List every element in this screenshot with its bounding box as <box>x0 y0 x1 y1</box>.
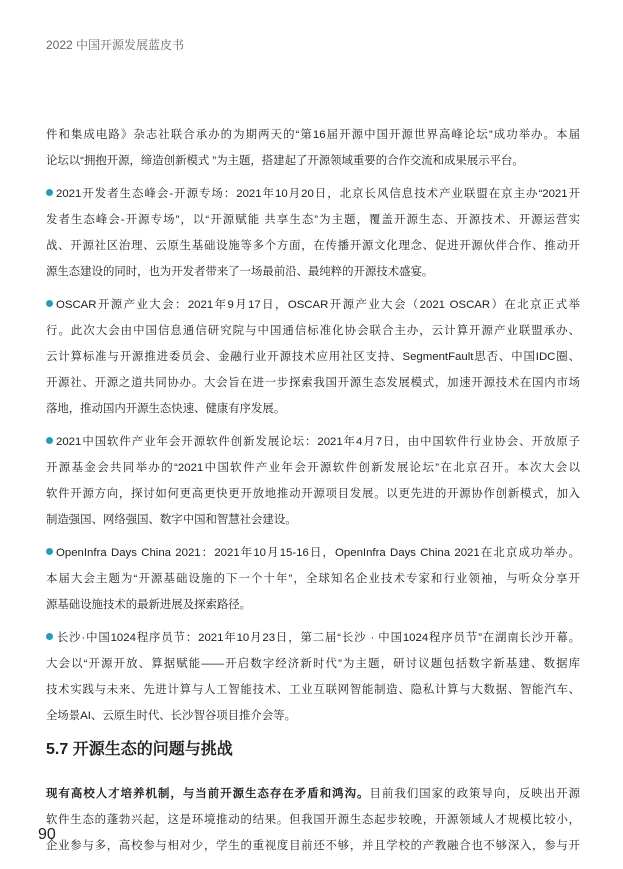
text-line <box>46 781 580 807</box>
line-text: 技术实践与未来、先进计算与人工智能技术、工业互联网智能制造、隐私计算与大数据、智能汽车、 <box>46 684 580 696</box>
text-line: 件和集成电路》杂志社联合承办的为期两天的“第16届开源中国开源世界高峰论坛”成功举办。本届 <box>46 129 580 141</box>
bullet-dot-icon <box>46 633 53 640</box>
event-bullet-item <box>46 429 580 533</box>
line-text: 战、开源社区治理、云原生基础设施等多个方面，在传播开源文化理念、促进开源伙伴合作、推动开 <box>46 240 580 252</box>
text-line <box>46 344 580 370</box>
page-body <box>46 122 580 866</box>
text-line <box>46 207 580 233</box>
text-line <box>46 181 580 207</box>
text-line <box>46 625 580 651</box>
line-text: 本届大会主题为“开源基础设施的下一个十年”，全球知名企业技术专家和行业领袖，与听众分享开 <box>46 573 580 585</box>
text-line: 软件生态的蓬勃兴起，这是环境推动的结果。但我国开源生态起步较晚，开源领域人才规模比较小， <box>46 814 580 826</box>
text-line <box>46 259 580 285</box>
intro-paragraph <box>46 122 580 174</box>
line-text: 行。此次大会由中国信息通信研究院与中国通信标准化协会联合主办，云计算开源产业联盟承办、 <box>46 325 580 337</box>
running-title: 2022 中国开源发展蓝皮书 <box>46 38 185 52</box>
event-bullet-item <box>46 625 580 729</box>
text-line <box>46 429 580 455</box>
event-bullet-item <box>46 292 580 422</box>
bullet-dot-icon <box>46 189 53 196</box>
text-line <box>46 677 580 703</box>
event-bullet-item <box>46 181 580 285</box>
line-text: 长沙·中国1024程序员节：2021年10月23日，第二届“长沙 · 中国1024程序员节”在湖南长沙开幕。 <box>56 632 580 644</box>
line-text: 源基础设施技术的最新进展及探索路径。 <box>46 599 252 611</box>
text-line <box>46 507 580 533</box>
line-text: 发者生态峰会-开源专场”，以“开源赋能 共享生态”为主题，覆盖开源生态、开源技术、开源运营实 <box>46 214 580 226</box>
text-line <box>46 455 580 481</box>
line-text: 源生态建设的同时，也为开发者带来了一场最前沿、最纯粹的开源技术盛宴。 <box>46 266 434 278</box>
line-text: 全场景AI、云原生时代、长沙智谷项目推介会等。 <box>46 710 296 722</box>
line-text: 云计算标准与开源推进委员会、金融行业开源技术应用社区支持、SegmentFault思否、中国IDC圈、 <box>46 351 580 363</box>
text-line <box>46 292 580 318</box>
line-text: 2021开发者生态峰会-开源专场：2021年10月20日，北京长风信息技术产业联盟在京主办“2021开 <box>56 188 580 200</box>
text-line <box>46 370 580 396</box>
bullet-dot-icon <box>46 300 53 307</box>
text-line: 论坛以“拥抱开源，缔造创新模式 ”为主题，搭建起了开源领域重要的合作交流和成果展示平台。 <box>46 155 524 167</box>
text-line <box>46 318 580 344</box>
text-line: 企业参与多，高校参与相对少，学生的重视度目前还不够，并且学校的产教融合也不够深入，参与开 <box>46 840 580 852</box>
line-text: 软件开源方向，探讨如何更高更快更开放地推动开源项目发展。以更先进的开源协作创新模式，加入 <box>46 488 580 500</box>
section-paragraph <box>46 781 580 859</box>
text-line <box>46 481 580 507</box>
line-text: 制造强国、网络强国、数字中国和智慧社会建设。 <box>46 514 297 526</box>
text-line <box>46 233 580 259</box>
text-line <box>46 651 580 677</box>
line-text: 开源社、开源之道共同协办。大会旨在进一步探索我国开源生态发展模式，加速开源技术在国内市场 <box>46 377 580 389</box>
page-number: 90 <box>38 826 56 843</box>
line-text: 大会以“开源开放、算据赋能——开启数字经济新时代”为主题，研讨议题包括数字新基建、数据库 <box>46 658 580 670</box>
text-line <box>46 566 580 592</box>
line-text: OpenInfra Days China 2021：2021年10月15-16日，OpenInfra Days China 2021在北京成功举办。 <box>56 547 580 559</box>
line-text: 2021中国软件产业年会开源软件创新发展论坛：2021年4月7日，由中国软件行业协会、开放原子 <box>56 436 580 448</box>
text-line <box>46 540 580 566</box>
text-line <box>46 592 580 618</box>
line-rest: 目前我们国家的政策导向，反映出开源 <box>369 788 580 800</box>
bullet-dot-icon <box>46 548 53 555</box>
bold-lead: 现有高校人才培养机制，与当前开源生态存在矛盾和鸿沟。 <box>46 788 370 800</box>
bullet-dot-icon <box>46 437 53 444</box>
event-bullet-list <box>46 181 580 729</box>
line-text: 开源基金会共同举办的“2021中国软件产业年会开源软件创新发展论坛”在北京召开。本次大会以 <box>46 462 580 474</box>
line-text: OSCAR开源产业大会：2021年9月17日，OSCAR开源产业大会（2021 OSCAR）在北京正式举 <box>56 299 580 311</box>
text-line <box>46 396 580 422</box>
line-text: 落地，推动国内开源生态快速、健康有序发展。 <box>46 403 286 415</box>
event-bullet-item <box>46 540 580 618</box>
text-line <box>46 703 580 729</box>
section-heading: 5.7 开源生态的问题与挑战 <box>46 741 233 758</box>
